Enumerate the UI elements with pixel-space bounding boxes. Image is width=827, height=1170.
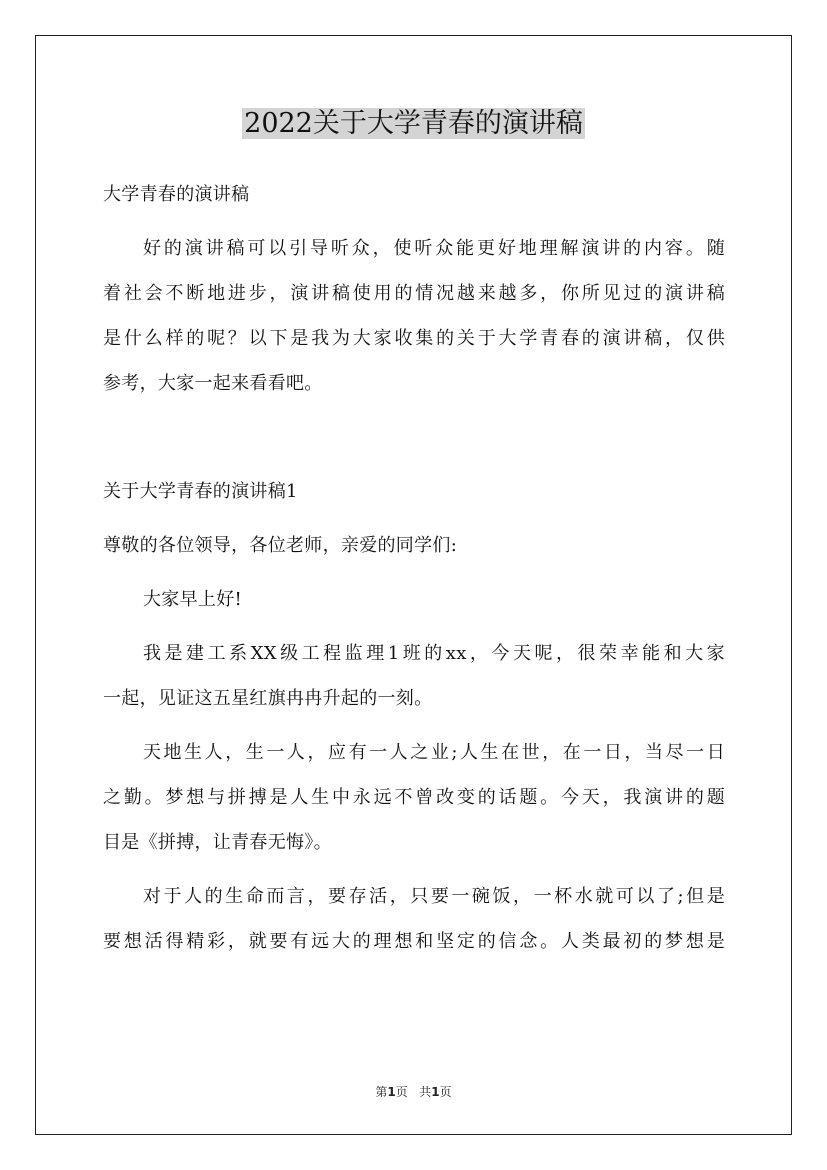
document-title-text: 2022关于大学青春的演讲稿 (244, 108, 583, 139)
intro-heading: 大学青春的演讲稿 (103, 184, 250, 205)
document-title (0, 104, 827, 144)
page-label-prefix: 第 (375, 1085, 388, 1099)
page-footer (0, 1083, 827, 1100)
section-heading: 关于大学青春的演讲稿1 (103, 481, 298, 502)
para1-line-2: 一起，见证这五星红旗冉冉升起的一刻。 (103, 688, 433, 709)
total-label-suffix: 页 (439, 1085, 452, 1099)
page-label-suffix: 页 (395, 1085, 408, 1099)
document-body (103, 172, 725, 964)
para2-line-1: 天地生人，生一人，应有一人之业;人生在世，在一日，当尽一日 (143, 742, 725, 763)
para2-line-3: 目是《拼搏，让青春无悔》。 (103, 832, 332, 853)
salutation: 尊敬的各位领导，各位老师，亲爱的同学们: (103, 535, 458, 556)
total-label-prefix: 共 (419, 1085, 432, 1099)
greeting: 大家早上好! (143, 589, 243, 610)
para1-line-1: 我是建工系XX级工程监理1班的xx，今天呢，很荣幸能和大家 (143, 643, 725, 664)
intro-line-3: 是什么样的呢？以下是我为大家收集的关于大学青春的演讲稿，仅供 (103, 328, 725, 349)
para2-line-2: 之勤。梦想与拼搏是人生中永远不曾改变的话题。今天，我演讲的题 (103, 787, 725, 808)
para3-line-2: 要想活得精彩，就要有远大的理想和坚定的信念。人类最初的梦想是 (103, 931, 725, 952)
intro-line-4: 参考，大家一起来看看吧。 (103, 373, 323, 394)
para3-line-1: 对于人的生命而言，要存活，只要一碗饭，一杯水就可以了;但是 (143, 886, 725, 907)
page-total: 1 (431, 1085, 440, 1099)
page-current: 1 (387, 1085, 396, 1099)
intro-line-1: 好的演讲稿可以引导听众，使听众能更好地理解演讲的内容。随 (143, 238, 725, 259)
intro-line-2: 着社会不断地进步，演讲稿使用的情况越来越多，你所见过的演讲稿 (103, 283, 725, 304)
